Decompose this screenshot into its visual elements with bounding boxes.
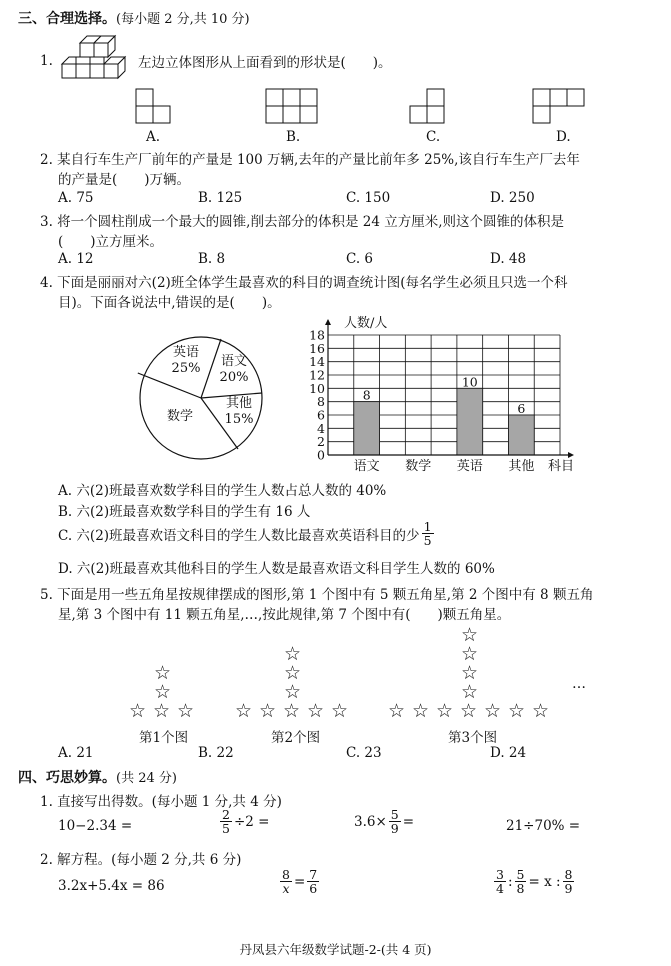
x-category-label: 英语: [456, 459, 483, 474]
fraction-denominator: 6: [309, 881, 318, 897]
fraction-numerator: 8: [564, 867, 573, 882]
equation-1: 3.2x+5.4x = 86: [58, 878, 165, 894]
star-icon: ☆: [129, 700, 147, 722]
equation-3-middle: = x :: [528, 873, 561, 890]
bar-data-label: 8: [362, 387, 371, 403]
star-icon: ☆: [154, 681, 172, 703]
calc-item-4: 21÷70% =: [506, 818, 581, 834]
pie-pct-other: 15%: [224, 412, 254, 427]
section3-note: (每小题 2 分,共 10 分): [116, 12, 250, 27]
pie-label-english: 英语: [172, 345, 200, 360]
calc-item-2-rest: ÷2 =: [233, 813, 270, 830]
equation-2-left-fraction: [280, 868, 292, 895]
pie-label-other: 其他: [225, 396, 253, 411]
s4-q1-heading: 1. 直接写出得数。(每小题 1 分,共 4 分): [40, 794, 282, 810]
bar-data-label: 6: [517, 401, 526, 416]
fraction-denominator: 9: [390, 821, 399, 837]
q1-option-c[interactable]: C.: [426, 129, 441, 145]
star-icon: ☆: [235, 700, 253, 722]
q4-option-b[interactable]: B. 六(2)班最喜欢数学科目的学生有 16 人: [58, 504, 311, 520]
y-tick-label: 12: [309, 367, 325, 383]
bar-data-label: 10: [461, 374, 478, 390]
fraction-numerator: 3: [496, 867, 504, 882]
q1-option-b[interactable]: B.: [286, 129, 301, 145]
s4-q2-heading: 2. 解方程。(每小题 2 分,共 6 分): [40, 852, 242, 868]
q5-option-d[interactable]: D. 24: [490, 745, 527, 761]
equation-2-right-fraction: [307, 868, 319, 895]
q2-line2: 的产量是( )万辆。: [58, 172, 191, 188]
calc-item-2: [218, 808, 269, 835]
star-icon: ☆: [388, 700, 406, 722]
star-icon: ☆: [461, 662, 479, 684]
star-icon: ☆: [484, 700, 502, 722]
q3-option-c[interactable]: C. 6: [346, 251, 374, 267]
q1-number: 1.: [40, 53, 53, 69]
q5-option-b[interactable]: B. 22: [198, 745, 234, 761]
equation-2-equals: =: [293, 873, 306, 890]
section3-title: 三、合理选择。: [18, 11, 116, 27]
bar-chart-ylabel: 人数/人: [344, 316, 388, 331]
q4-line1: 4. 下面是丽丽对六(2)班全体学生最喜欢的科目的调查统计图(每名学生必须且只选一个科: [40, 275, 568, 291]
fraction-denominator: 4: [496, 881, 504, 897]
x-category-label: 语文: [353, 459, 380, 474]
star-icon: ☆: [154, 662, 172, 684]
q1-option-a[interactable]: A.: [146, 129, 161, 145]
figure-label-3: 第3个图: [448, 730, 498, 746]
calc-item-3-rest: =: [402, 813, 415, 830]
fraction-numerator: 5: [390, 807, 399, 822]
y-tick-label: 10: [309, 380, 325, 396]
star-icon: ☆: [331, 700, 349, 722]
section4-heading: [18, 767, 177, 787]
star-icon: ☆: [461, 681, 479, 703]
star-icon: ☆: [461, 643, 479, 665]
star-icon: ☆: [177, 700, 195, 722]
y-tick-label: 2: [317, 434, 325, 450]
fraction-numerator: 8: [282, 867, 290, 882]
q2-option-a[interactable]: A. 75: [58, 190, 94, 206]
y-tick-label: 6: [317, 407, 325, 423]
star-icon: ☆: [283, 700, 301, 722]
equation-2: [278, 868, 321, 895]
star-icon: ☆: [532, 700, 550, 722]
star-icon: ☆: [259, 700, 277, 722]
fraction-numerator: 7: [309, 867, 318, 882]
y-tick-label: 8: [317, 394, 325, 410]
calc-item-1: 10−2.34 =: [58, 818, 133, 834]
q3-option-d[interactable]: D. 48: [490, 251, 527, 267]
pie-label-chinese: 语文: [220, 354, 248, 369]
q1-option-d[interactable]: D.: [556, 129, 571, 145]
calc-item-3: [354, 808, 414, 835]
equation-3-fraction-a: [494, 868, 506, 895]
fraction-denominator: 5: [222, 821, 230, 837]
q3-option-a[interactable]: A. 12: [58, 251, 94, 267]
fraction-numerator: 5: [516, 867, 525, 882]
pie-pct-english: 25%: [171, 361, 201, 376]
star-pattern-ellipsis: …: [572, 676, 586, 692]
q5-option-a[interactable]: A. 21: [58, 745, 94, 761]
q2-option-c[interactable]: C. 150: [346, 190, 391, 206]
x-category-label: 数学: [405, 459, 432, 474]
y-tick-label: 4: [317, 420, 325, 436]
fraction-denominator: 5: [423, 533, 432, 549]
star-icon: ☆: [461, 624, 479, 646]
q5-line2: 星,第 3 个图中有 11 颗五角星,…,按此规律,第 7 个图中有( )颗五角星。: [58, 607, 511, 623]
equation-3-fraction-b: [515, 868, 527, 895]
figure-label-2: 第2个图: [271, 730, 321, 746]
pie-label-math: 数学: [166, 409, 194, 424]
star-icon: ☆: [436, 700, 454, 722]
fraction-denominator: 9: [564, 881, 573, 897]
equation-3-colon: :: [507, 873, 513, 890]
calc-item-2-fraction: [220, 808, 232, 835]
star-icon: ☆: [284, 681, 302, 703]
q1-text: 左边立体图形从上面看到的形状是( )。: [138, 55, 392, 71]
q4-option-a[interactable]: A. 六(2)班最喜欢数学科目的学生人数占总人数的 40%: [58, 483, 387, 499]
fraction-numerator: 2: [222, 807, 230, 822]
fraction-denominator: 8: [516, 881, 525, 897]
q3-line2: ( )立方厘米。: [58, 234, 164, 250]
equation-3-fraction-c: [563, 868, 575, 895]
x-category-label: 其他: [508, 459, 535, 474]
y-tick-label: 14: [309, 354, 325, 370]
bar-chart-xlabel: 科目: [548, 459, 575, 474]
q5-line1: 5. 下面是用一些五角星按规律摆成的图形,第 1 个图中有 5 颗五角星,第 2 个图中有 8 颗五角: [40, 587, 594, 603]
y-tick-label: 16: [309, 340, 325, 356]
q2-option-b[interactable]: B. 125: [198, 190, 243, 206]
q3-option-b[interactable]: B. 8: [198, 251, 226, 267]
y-tick-label: 18: [309, 327, 325, 343]
star-icon: ☆: [307, 700, 325, 722]
star-icon: ☆: [153, 700, 171, 722]
q5-option-c[interactable]: C. 23: [346, 745, 382, 761]
star-icon: ☆: [508, 700, 526, 722]
page-footer: 丹凤县六年级数学试题-2-(共 4 页): [239, 942, 432, 957]
star-icon: ☆: [412, 700, 430, 722]
figure-label-1: 第1个图: [139, 730, 189, 746]
q4-option-c-text: C. 六(2)班最喜欢语文科目的学生人数比最喜欢英语科目的少: [58, 527, 420, 544]
star-icon: ☆: [460, 700, 478, 722]
star-icon: ☆: [284, 662, 302, 684]
y-tick-label: 0: [317, 447, 325, 463]
q3-line1: 3. 将一个圆柱削成一个最大的圆锥,削去部分的体积是 24 立方厘米,则这个圆锥的体积是: [40, 214, 565, 230]
pie-pct-chinese: 20%: [219, 370, 249, 385]
q2-line1: 2. 某自行车生产厂前年的产量是 100 万辆,去年的产量比前年多 25%,该自行车生产厂去年: [40, 152, 580, 168]
section4-title: 四、巧思妙算。: [18, 770, 116, 786]
equation-3: [492, 868, 576, 895]
fraction-numerator: 1: [423, 519, 432, 534]
calc-item-3-fraction: [389, 808, 401, 835]
q2-option-d[interactable]: D. 250: [490, 190, 535, 206]
fraction-denominator: x: [282, 881, 290, 897]
section4-note: (共 24 分): [116, 771, 177, 786]
q4-option-d[interactable]: D. 六(2)班最喜欢其他科目的学生人数是最喜欢语文科目学生人数的 60%: [58, 561, 495, 577]
q4-line2: 目)。下面各说法中,错误的是( )。: [58, 295, 281, 311]
calc-item-3-pre: 3.6×: [354, 813, 387, 830]
star-icon: ☆: [284, 643, 302, 665]
